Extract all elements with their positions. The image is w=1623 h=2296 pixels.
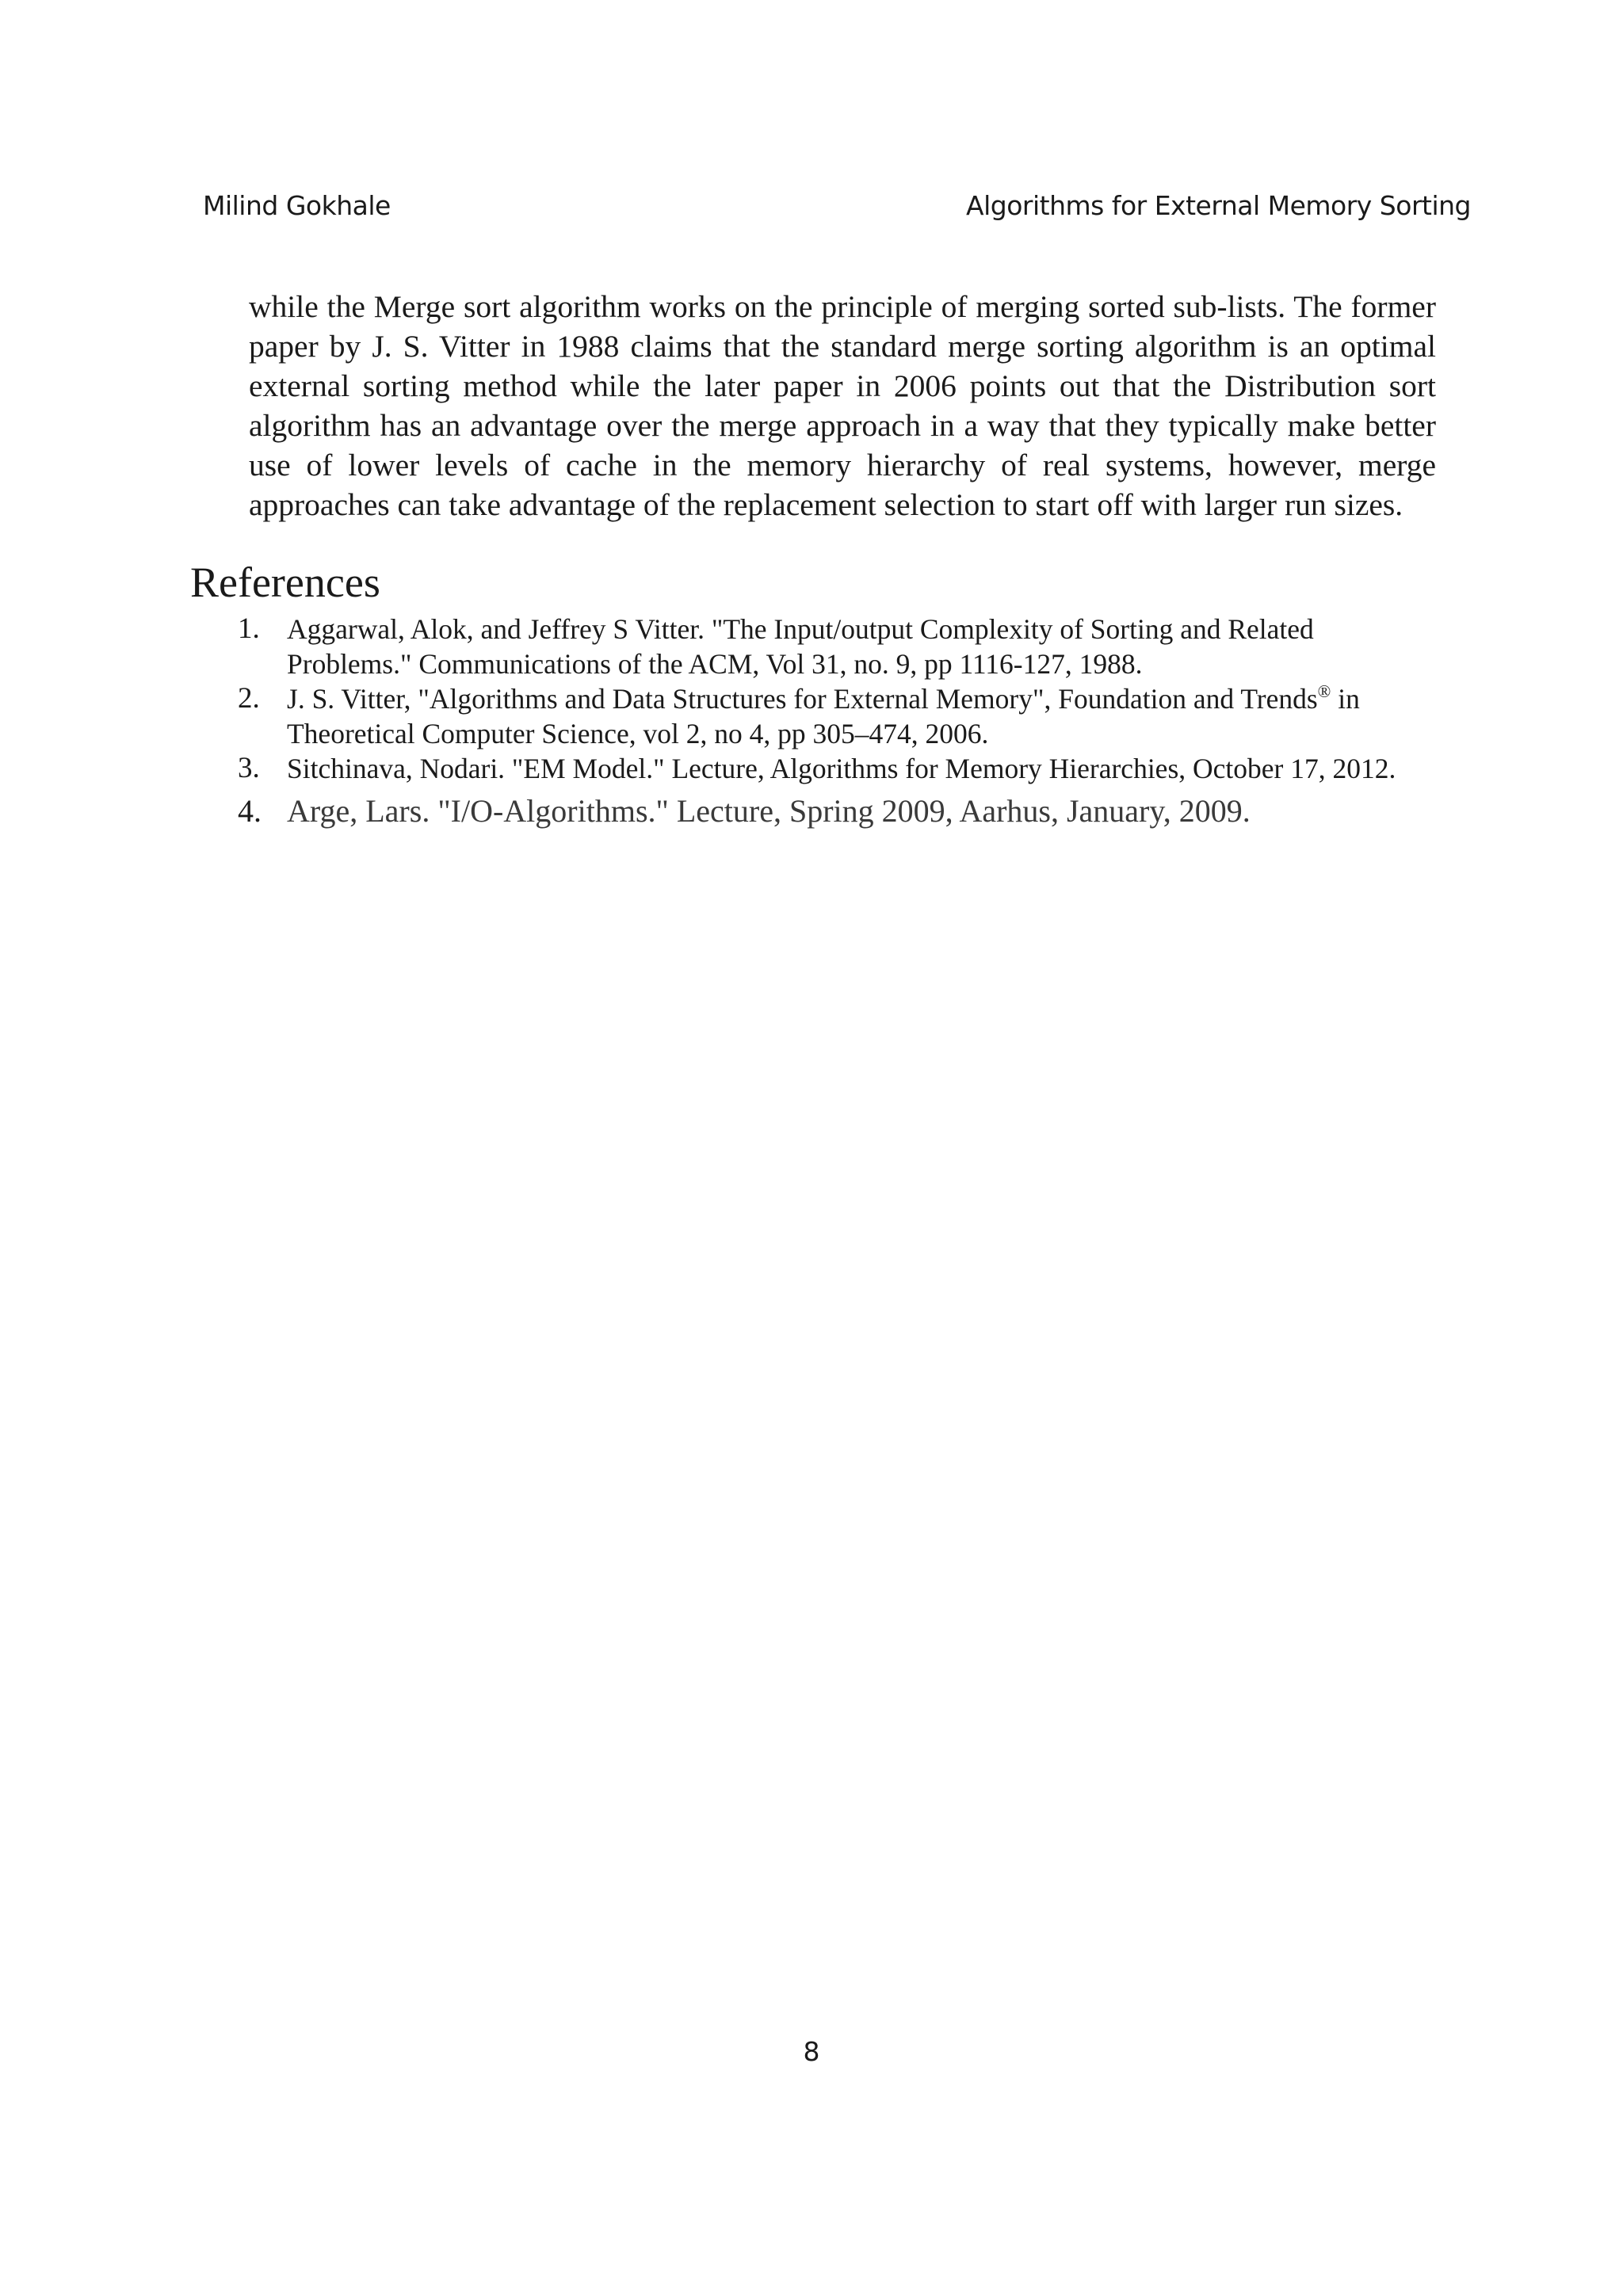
- reference-number: 1.: [238, 612, 260, 645]
- page-number: 8: [803, 2036, 820, 2067]
- references-heading: References: [190, 559, 380, 606]
- running-header: [203, 190, 1471, 230]
- header-author: Milind Gokhale: [203, 190, 391, 221]
- reference-item: [238, 612, 1426, 681]
- reference-text: Aggarwal, Alok, and Jeffrey S Vitter. "The Input/output Complexity of Sorting and Related Problems." Communications of the ACM, Vol 31, no. 9, pp 1116-127, 1988.: [287, 613, 1314, 680]
- reference-item: [238, 751, 1426, 786]
- registered-mark: ®: [1317, 681, 1331, 701]
- reference-text-continued: in Theoretical Computer Science, vol 2, no 4, pp 305–474, 2006.: [287, 683, 1360, 749]
- reference-item: [238, 792, 1426, 830]
- reference-item: [238, 681, 1426, 751]
- reference-text: J. S. Vitter, "Algorithms and Data Structures for External Memory", Foundation and Trends: [287, 683, 1318, 715]
- reference-text: Sitchinava, Nodari. "EM Model." Lecture, Algorithms for Memory Hierarchies, October 17, 2012.: [287, 753, 1396, 784]
- references-list: [238, 612, 1426, 830]
- reference-number: 4.: [238, 793, 262, 829]
- reference-number: 2.: [238, 682, 260, 715]
- reference-text: Arge, Lars. "I/O-Algorithms." Lecture, Spring 2009, Aarhus, January, 2009.: [287, 793, 1251, 829]
- body-paragraph: while the Merge sort algorithm works on the principle of merging sorted sub-lists. The former paper by J. S. Vitter in 1988 claims that the standard merge sorting algorithm is an optimal external sorting method while the later paper in 2006 points out that the Distribution sort algorithm has an advantage over the merge approach in a way that they typically make better use of lower levels of cache in the memory hierarchy of real systems, however, merge approaches can take advantage of the replacement selection to start off with larger run sizes.: [249, 289, 1436, 522]
- header-title: Algorithms for External Memory Sorting: [966, 190, 1471, 221]
- reference-number: 3.: [238, 752, 260, 784]
